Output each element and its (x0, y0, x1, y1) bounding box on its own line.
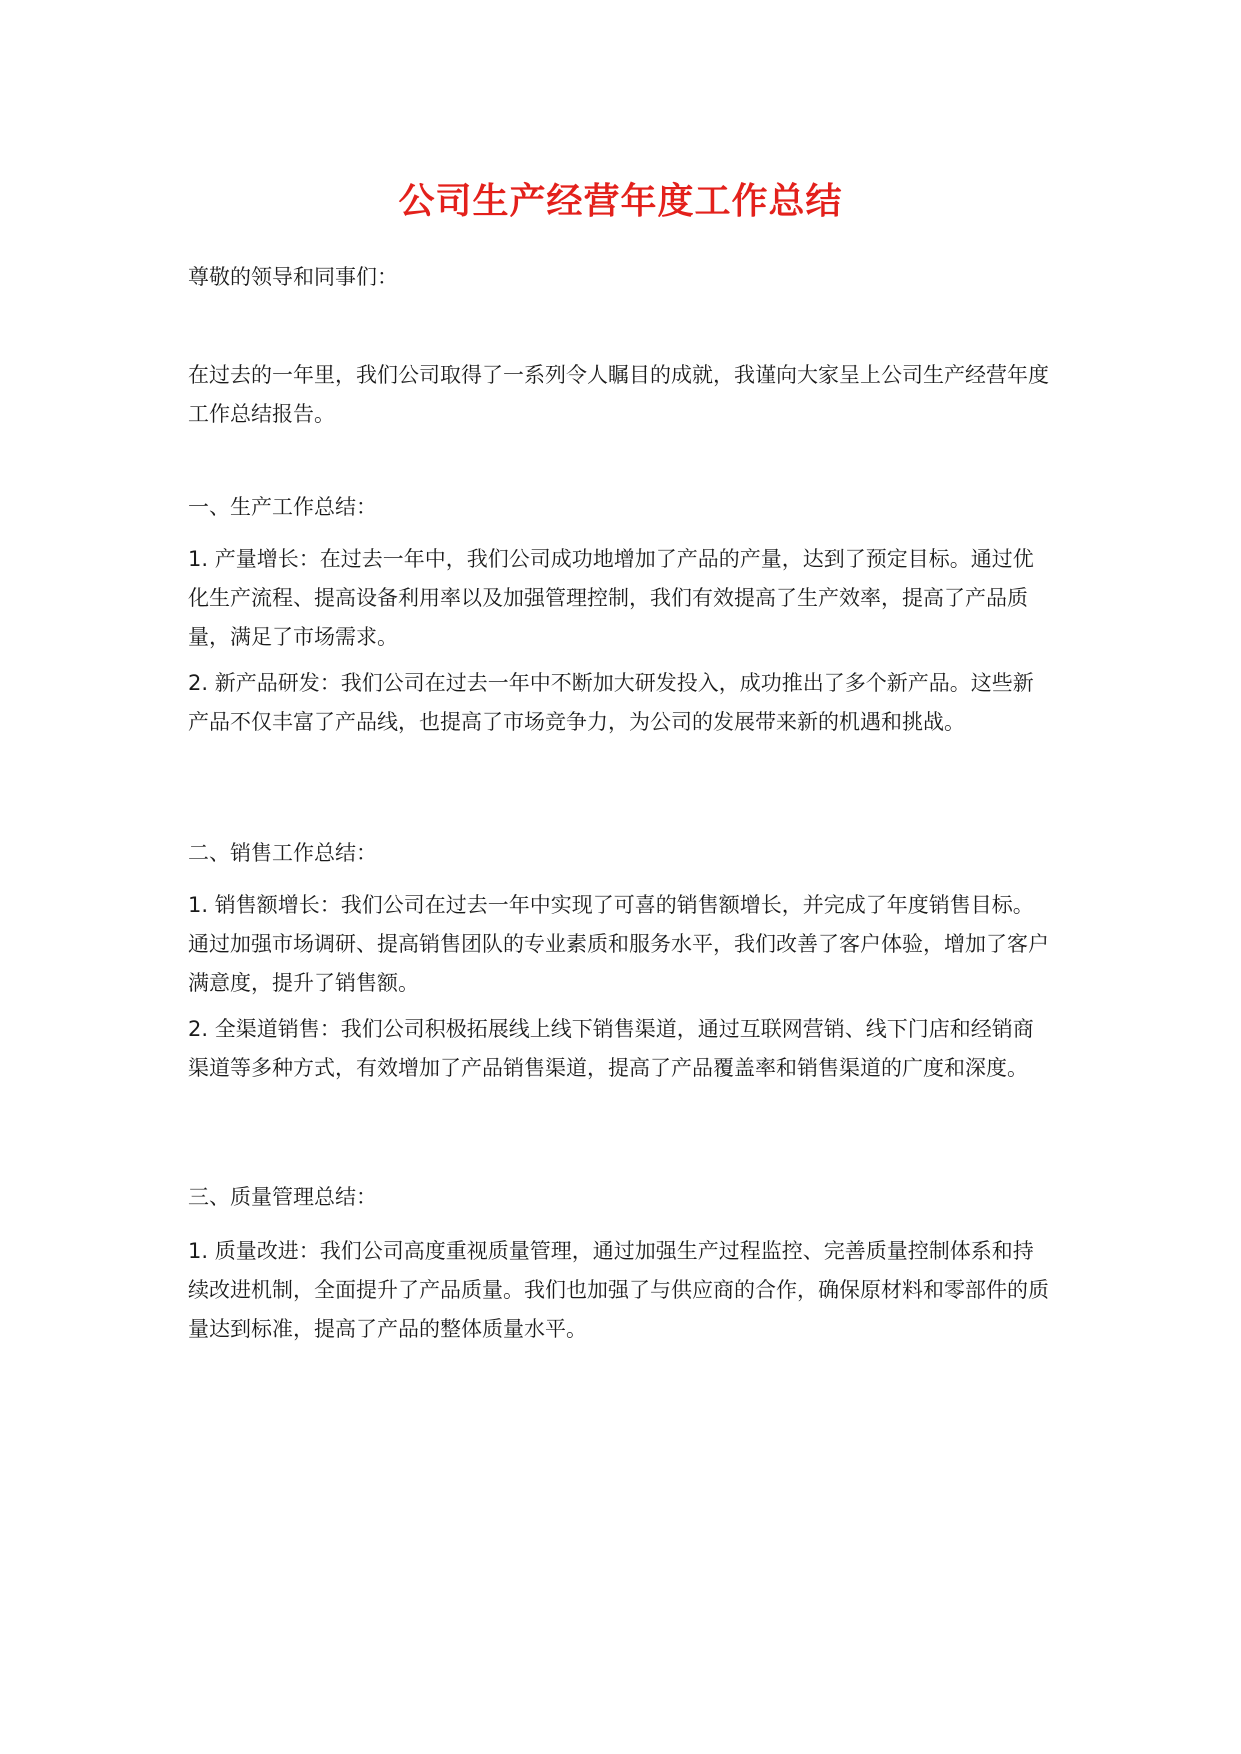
paragraph-omnichannel: 2. 全渠道销售：我们公司积极拓展线上线下销售渠道，通过互联网营销、线下门店和经销商渠道等多种方式，有效增加了产品销售渠道，提高了产品覆盖率和销售渠道的广度和深度。 (188, 1017, 1034, 1080)
section-heading-production: 一、生产工作总结： (188, 495, 377, 519)
paragraph-sales-growth: 1. 销售额增长：我们公司在过去一年中实现了可喜的销售额增长，并完成了年度销售目标。通过加强市场调研、提高销售团队的专业素质和服务水平，我们改善了客户体验，增加了客户满意度，提升了销售额。 (188, 893, 1049, 995)
intro-paragraph: 在过去的一年里，我们公司取得了一系列令人瞩目的成就，我谨向大家呈上公司生产经营年度工作总结报告。 (188, 363, 1049, 426)
greeting: 尊敬的领导和同事们： (188, 265, 398, 289)
paragraph-output-growth: 1. 产量增长：在过去一年中，我们公司成功地增加了产品的产量，达到了预定目标。通过优化生产流程、提高设备利用率以及加强管理控制，我们有效提高了生产效率，提高了产品质量，满足了市场需求。 (188, 547, 1034, 649)
section-heading-sales: 二、销售工作总结： (188, 841, 377, 865)
section-heading-quality: 三、质量管理总结： (188, 1185, 377, 1209)
paragraph-quality-improvement: 1. 质量改进：我们公司高度重视质量管理，通过加强生产过程监控、完善质量控制体系和持续改进机制，全面提升了产品质量。我们也加强了与供应商的合作，确保原材料和零部件的质量达到标准，提高了产品的整体质量水平。 (188, 1239, 1049, 1341)
paragraph-new-product: 2. 新产品研发：我们公司在过去一年中不断加大研发投入，成功推出了多个新产品。这些新产品不仅丰富了产品线，也提高了市场竞争力，为公司的发展带来新的机遇和挑战。 (188, 671, 1034, 734)
document-title: 公司生产经营年度工作总结 (398, 181, 843, 222)
